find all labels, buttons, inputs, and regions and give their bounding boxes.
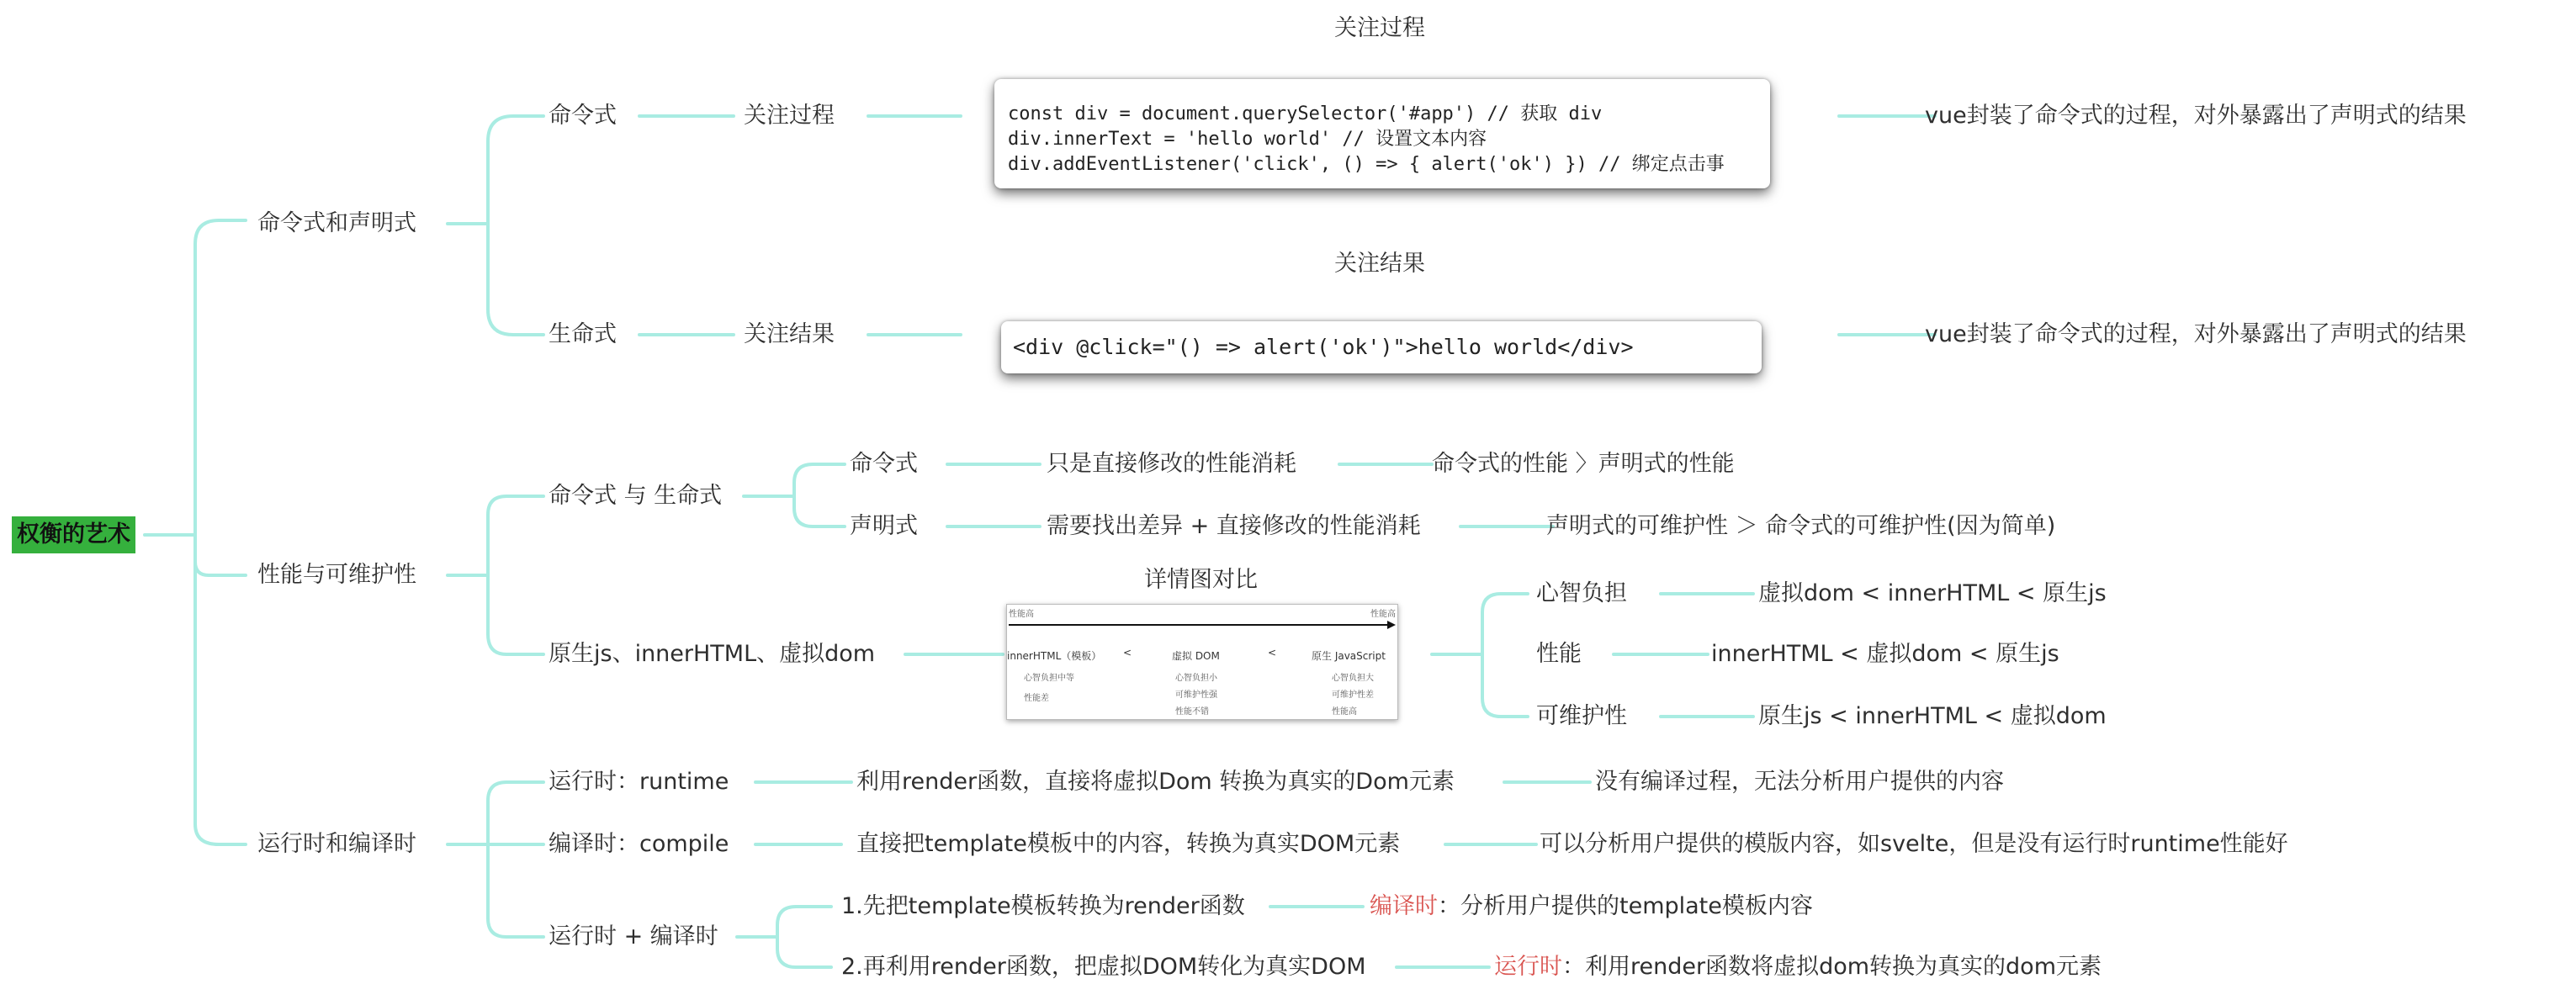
node-step2[interactable]: 2.再利用render函数，把虚拟DOM转化为真实DOM	[841, 954, 1366, 980]
mini-col1: innerHTML（模板）	[1007, 650, 1102, 662]
node-runtime-plus-compile[interactable]: 运行时 + 编译时	[549, 923, 718, 950]
node-compile-note[interactable]: 可以分析用户提供的模版内容，如svelte，但是没有运行时runtime性能好	[1540, 831, 2288, 857]
node-imperative-focus[interactable]: 关注过程	[744, 103, 835, 129]
node-perf-declarative-result[interactable]: 声明式的可维护性 ＞ 命令式的可维护性(因为简单)	[1546, 513, 2056, 539]
note-imperative[interactable]: vue封装了命令式的过程，对外暴露出了声明式的结果	[1925, 103, 2467, 129]
node-step2-note[interactable]	[1494, 952, 2102, 982]
branch-runtime-compile[interactable]: 运行时和编译时	[257, 831, 416, 857]
mini-col3-item: 可维护性差	[1332, 690, 1374, 700]
node-perf-imperative-cost[interactable]: 只是直接修改的性能消耗	[1047, 451, 1296, 477]
code1-line: const div = document.querySelector('#app') // 获取 div	[1008, 103, 1603, 124]
node-runtime[interactable]: 运行时：runtime	[549, 769, 729, 795]
mini-arrow	[1007, 615, 1397, 640]
mini-col1-item: 心智负担中等	[1024, 674, 1074, 683]
node-mental-burden-value[interactable]: 虚拟dom < innerHTML < 原生js	[1758, 580, 2107, 606]
root-node[interactable]: 权衡的艺术	[12, 516, 135, 553]
node-declarative[interactable]: 生命式	[549, 321, 617, 347]
tag-compile-time: 编译时	[1370, 893, 1438, 919]
node-imperative[interactable]: 命令式	[549, 103, 617, 129]
comparison-image	[1006, 604, 1398, 720]
connector-compare	[744, 464, 845, 526]
code-block-declarative	[1001, 321, 1762, 373]
node-native-compare[interactable]: 原生js、innerHTML、虚拟dom	[549, 641, 876, 667]
node-performance[interactable]: 性能	[1536, 641, 1582, 667]
node-runtime-note[interactable]: 没有编译过程，无法分析用户提供的内容	[1595, 769, 2004, 795]
node-maintainability[interactable]: 可维护性	[1536, 703, 1627, 729]
node-compile-desc[interactable]: 直接把template模板中的内容，转换为真实DOM元素	[856, 831, 1401, 857]
mini-col3-item: 性能高	[1332, 707, 1357, 717]
connector-both	[737, 907, 831, 967]
node-mental-burden[interactable]: 心智负担	[1536, 580, 1627, 606]
connector-perf	[448, 496, 543, 654]
mini-left-label: 性能高	[1009, 610, 1034, 619]
branch-imperative-declarative[interactable]: 命令式和声明式	[257, 210, 416, 236]
mini-col1-item: 性能差	[1024, 694, 1049, 703]
code1-title: 关注过程	[1334, 15, 1425, 41]
node-maintainability-value[interactable]: 原生js < innerHTML < 虚拟dom	[1758, 703, 2107, 729]
mini-col3: 原生 JavaScript	[1312, 650, 1386, 662]
mini-col2-item: 心智负担小	[1175, 674, 1217, 683]
tag-run-time: 运行时	[1494, 954, 1562, 980]
code1-line: div.addEventListener('click', () => { alert('ok') }) // 绑定点击事	[1008, 154, 1725, 175]
mini-lt2: <	[1268, 647, 1277, 659]
node-declarative-focus[interactable]: 关注结果	[744, 321, 835, 347]
step1-note-text: ：分析用户提供的template模板内容	[1438, 893, 1813, 919]
connector-rt	[448, 782, 543, 937]
node-perf-imperative[interactable]: 命令式	[850, 451, 918, 477]
connector-root-trunk	[195, 220, 246, 844]
code-block-imperative	[994, 79, 1770, 188]
node-perf-declarative-cost[interactable]: 需要找出差异 + 直接修改的性能消耗	[1047, 513, 1421, 539]
node-perf-declarative[interactable]: 声明式	[850, 513, 918, 539]
code2-title: 关注结果	[1334, 251, 1425, 277]
step2-note-text: ：利用render函数将虚拟dom转换为真实的dom元素	[1562, 954, 2102, 980]
mini-right-label: 性能高	[1370, 610, 1396, 619]
node-compare[interactable]: 命令式 与 生命式	[549, 483, 723, 509]
branch-performance-maintainability[interactable]: 性能与可维护性	[257, 562, 416, 588]
node-compile[interactable]: 编译时：compile	[549, 831, 729, 857]
note-declarative[interactable]: vue封装了命令式的过程，对外暴露出了声明式的结果	[1925, 321, 2467, 347]
node-runtime-desc[interactable]: 利用render函数，直接将虚拟Dom 转换为真实的Dom元素	[856, 769, 1455, 795]
code2-line: <div @click="() => alert('ok')">hello world</div>	[1013, 335, 1634, 359]
chart-title: 详情图对比	[1144, 567, 1258, 593]
node-step1[interactable]: 1.先把template模板转换为render函数	[841, 893, 1245, 919]
connector-imp-decl	[448, 116, 543, 335]
mini-lt1: <	[1123, 647, 1132, 659]
mini-col2-item: 性能不错	[1175, 707, 1209, 717]
mini-col2: 虚拟 DOM	[1172, 650, 1220, 662]
node-performance-value[interactable]: innerHTML < 虚拟dom < 原生js	[1711, 641, 2059, 667]
mini-col2-item: 可维护性强	[1175, 690, 1217, 700]
mini-col3-item: 心智负担大	[1332, 674, 1374, 683]
node-perf-imperative-result[interactable]: 命令式的性能 〉声明式的性能	[1432, 451, 1735, 477]
code1-line: div.innerText = 'hello world' // 设置文本内容	[1008, 129, 1487, 150]
node-step1-note[interactable]	[1370, 891, 1813, 922]
